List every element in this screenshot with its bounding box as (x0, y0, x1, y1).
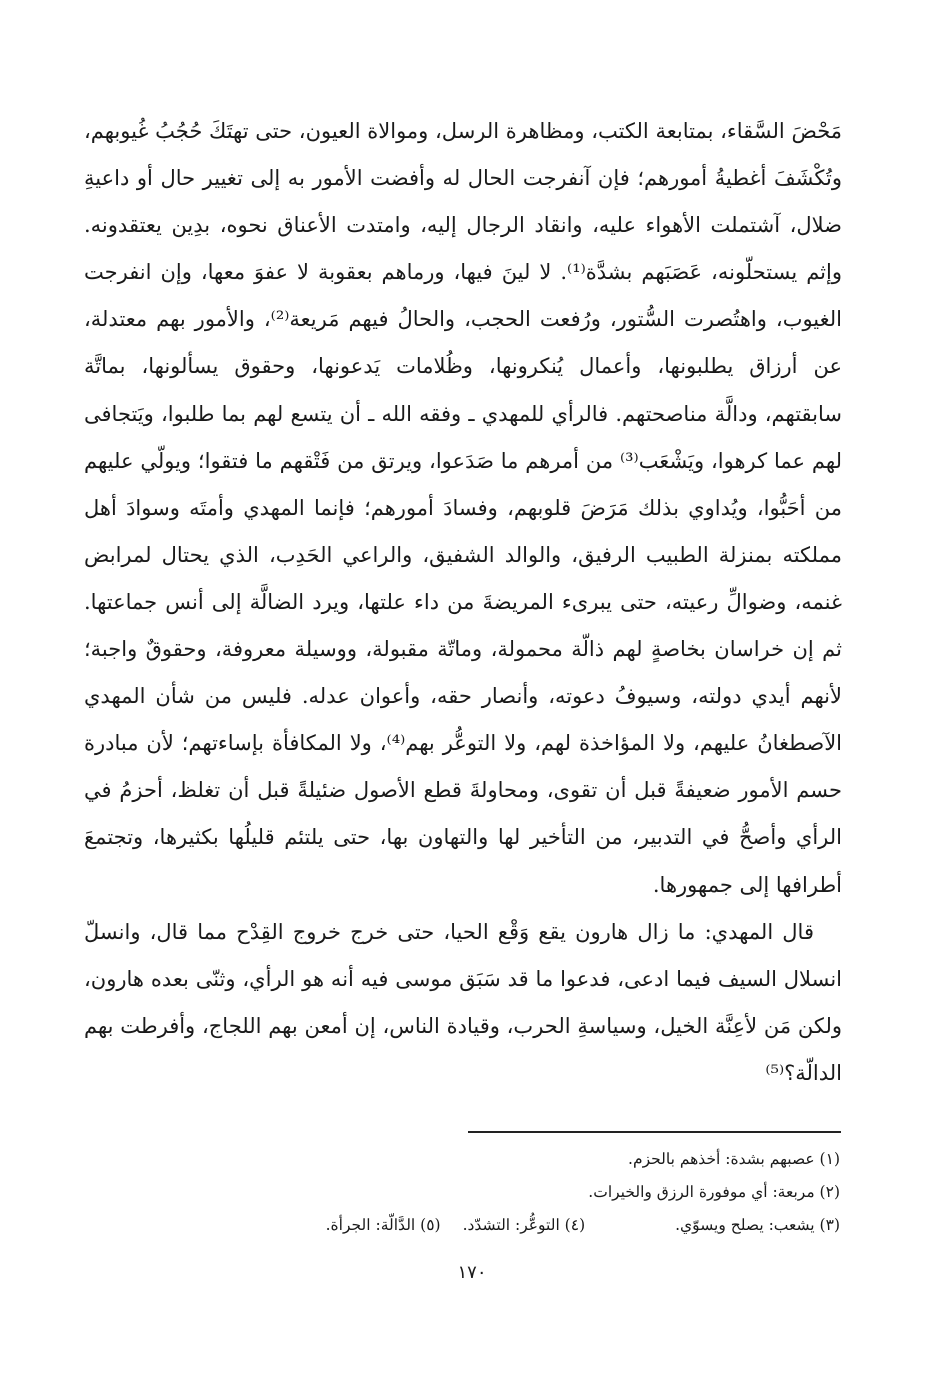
footnote-1: (١) عصبهم بشدة: أخذهم بالحزم. (628, 1150, 840, 1168)
footnote-3: (٣) يشعب: يصلح ويسوّي. (675, 1216, 840, 1234)
main-text (84, 108, 842, 1097)
footnotes (200, 1143, 840, 1242)
footnote-separator (468, 1131, 841, 1133)
footnote-row-3 (200, 1209, 840, 1242)
footnote-2: (٢) مربعة: أي موفورة الرزق والخيرات. (588, 1183, 840, 1201)
footnote-5: (٥) الدَّالّة: الجرأة. (325, 1216, 441, 1234)
paragraph-1: مَحْضَ السَّقاء، بمتابعة الكتب، ومظاهرة الرسل، وموالاة العيون، حتى تهتَكَ حُجُبُ غُيوبهم، وتُكْشَفَ أغطيةُ أمورهم؛ فإن آنفرجت الحال له وأفضت الأمور به إلى تغيير حال أو داعيةِ ضلال، آشتملت الأهواء عليه، وانقاد الرجال إليه، وامتدت الأعناق نحوه، بدِين يعتقدونه. وإثم يستحلّونه، عَصَبَهم بشدَّة⁽¹⁾. لا لينَ فيها، ورماهم بعقوبة لا عفوَ معها، وإن انفرجت الغيوب، واهتُصرت السُّتور، ورُفعت الحجب، والحالُ فيهم مَريعة⁽²⁾، والأمور بهم معتدلة، عن أرزاق يطلبونها، وأعمال يُنكرونها، وظُلامات يَدعونها، وحقوق يسألونها، بماتَّة سابقتهم، ودالَّة مناصحتهم. فالرأي للمهدي ـ وفقه الله ـ أن يتسع لهم بما طلبوا، ويَتجافى لهم عما كرهوا، ويَشْعَب⁽³⁾ من أمرهم ما صَدَعوا، ويرتق من فَتْقهم ما فتقوا؛ ويولّي عليهم من أحَبُّوا، ويُداوي بذلك مَرَضَ قلوبهم، وفسادَ أمورهم؛ فإنما المهدي وأمتَه وسوادَ أهل مملكته بمنزلة الطبيب الرفيق، والوالد الشفيق، والراعي الحَدِب، الذي يحتال لمرابض غنمه، وضوالِّ رعيته، حتى يبرىء المريضةَ من داء علتها، ويرد الضالَّة إلى أنس جماعتها. ثم إن خراسان بخاصةٍ لهم ذالّة محمولة، وماتّة مقبولة، ووسيلة معروفة، وحقوقٌ واجبة؛ لأنهم أيدي دولته، وسيوفُ دعوته، وأنصار حقه، وأعوان عدله. فليس من شأن المهدي الآصطغانُ عليهم، ولا المؤاخذة لهم، ولا التوعُّر بهم⁽⁴⁾، ولا المكافأة بإساءتهم؛ لأن مبادرة حسم الأمور ضعيفةً قبل أن تقوى، ومحاولةَ قطع الأصول ضئيلةً قبل أن تغلظ، أحزمُ في الرأي وأصحُّ في التدبير، من التأخير لها والتهاون بها، حتى يلتئم قليلُها بكثيرها، وتجتمعَ أطرافها إلى جمهورها. (84, 119, 843, 897)
paragraph-2: قال المهدي: ما زال هارون يقع وَقْع الحيا، حتى خرج خروج القِدْح مما قال، وانسلّ انسلال السيف فيما ادعى، فدعوا ما قد سَبَق موسى فيه أنه هو الرأي، وثنّى بعده هارون، ولكن مَن لأعِنَّة الخيل، وسياسةِ الحرب، وقيادة الناس، إن أمعن بهم اللجاج، وأفرطت بهم الدالّة؟⁽⁵⁾ (84, 919, 842, 1085)
footnote-4: (٤) التوعُّر: التشدّد. (462, 1216, 586, 1234)
page-number: ١٧٠ (457, 1262, 487, 1283)
